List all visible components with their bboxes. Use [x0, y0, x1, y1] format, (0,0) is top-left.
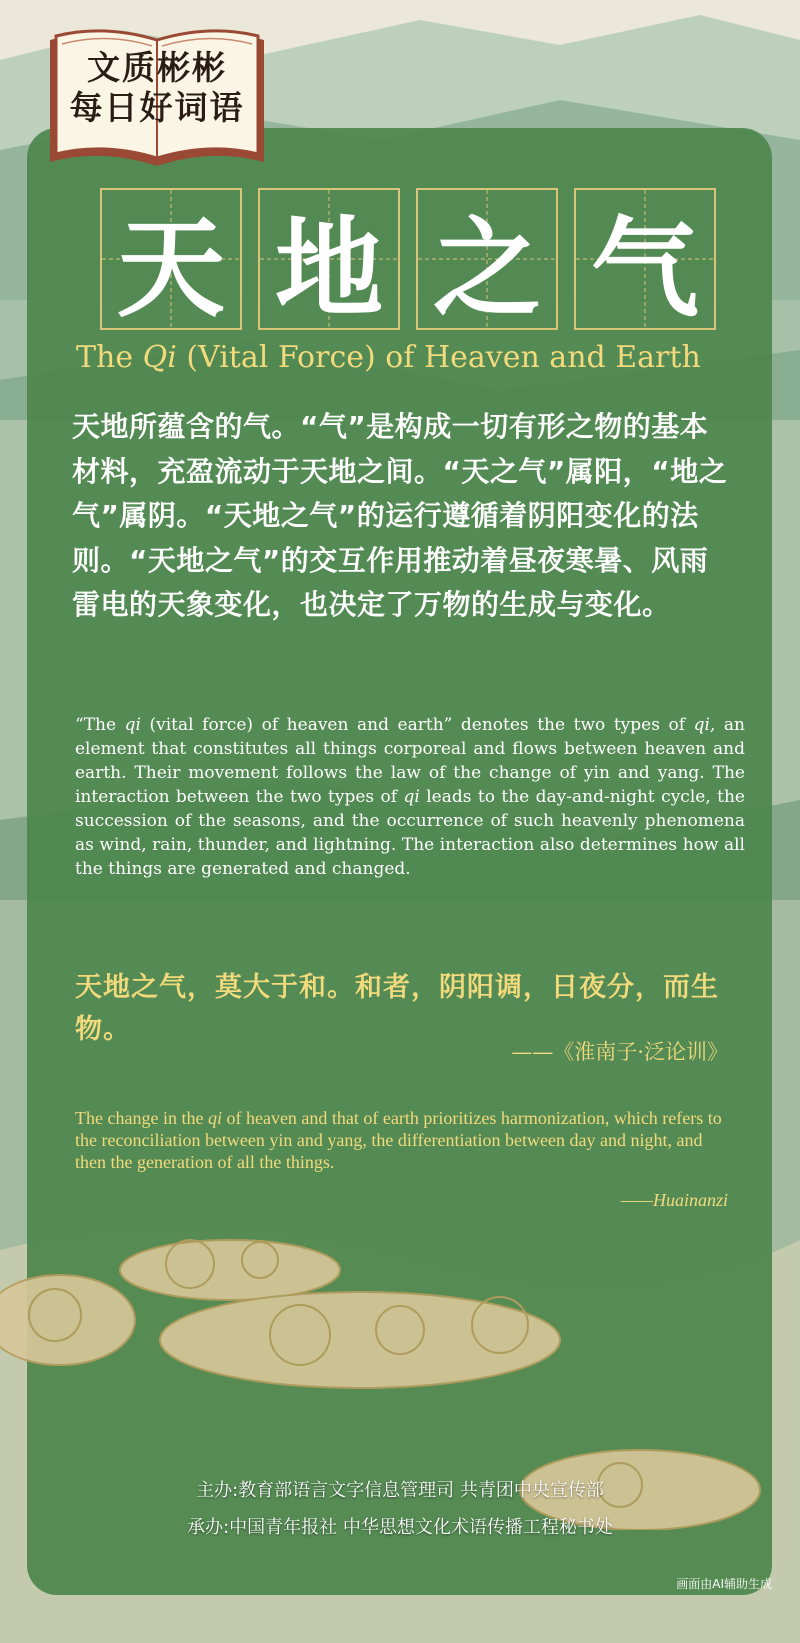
ai-generated-note: 画面由AI辅助生成 — [676, 1577, 772, 1591]
chinese-quote: 天地之气，莫大于和。和者，阴阳调，日夜分，而生物。 — [75, 972, 719, 1045]
footer-organizer: 承办:中国青年报社 中华思想文化术语传播工程秘书处 — [187, 1517, 613, 1538]
title-char-box — [574, 188, 716, 330]
title-char: 地 — [274, 205, 383, 332]
english-title — [76, 340, 736, 375]
book-badge — [42, 22, 272, 172]
en-quote-text: of heaven and that of earth prioritizes harmonization, which refers to the reconciliation between yin and yang, the differentiation between day and night, and then the generation of all the things. — [75, 1108, 722, 1172]
chinese-quote-source: ——《淮南子·泛论训》 — [511, 1040, 728, 1064]
english-title-prefix: The — [76, 340, 143, 375]
en-definition-text: leads to the day-and-night cycle, the succession of the seasons, and the occurrence of such heavenly phenomena as wind, rain, thunder, and lightning. The interaction also determines how all the things are generated and changed. — [75, 787, 745, 879]
badge-line-1: 文质彬彬 — [87, 48, 227, 87]
en-definition-text: “The — [75, 715, 125, 735]
title-char: 气 — [590, 205, 699, 332]
en-definition-text: , an element that constitutes all things corporeal and flows between heaven and earth. Their movement follows the law of the change of yin and yang. The interaction between the two types of — [75, 715, 745, 807]
chinese-definition: 天地所蕴含的气。“气”是构成一切有形之物的基本材料，充盈流动于天地之间。“天之气”属阳，“地之气”属阴。“天地之气”的运行遵循着阴阳变化的法则。“天地之气”的交互作用推动着昼夜寒暑、风雨雷电的天象变化，也决定了万物的生成与变化。 — [72, 410, 728, 621]
english-title-italic: Qi — [142, 340, 177, 375]
en-definition-italic: qi — [124, 715, 141, 735]
en-quote-text: The change in the — [75, 1108, 208, 1128]
english-quote — [75, 1107, 735, 1173]
english-title-suffix: (Vital Force) of Heaven and Earth — [176, 340, 701, 375]
title-char: 天 — [116, 205, 225, 332]
en-definition-text: (vital force) of heaven and earth” denotes the two types of — [140, 715, 694, 735]
title-char: 之 — [432, 205, 541, 332]
en-quote-italic: qi — [207, 1108, 222, 1128]
title-character-grid — [100, 188, 716, 332]
title-char-box — [100, 188, 242, 330]
en-definition-italic: qi — [693, 715, 710, 735]
footer-host: 主办:教育部语言文字信息管理司 共青团中央宣传部 — [196, 1480, 604, 1501]
english-definition — [75, 713, 745, 881]
badge-line-2: 每日好词语 — [69, 88, 245, 127]
title-char-box — [258, 188, 400, 330]
title-char-box — [416, 188, 558, 330]
english-quote-source: ——Huainanzi — [620, 1190, 728, 1210]
en-definition-italic: qi — [403, 787, 420, 807]
